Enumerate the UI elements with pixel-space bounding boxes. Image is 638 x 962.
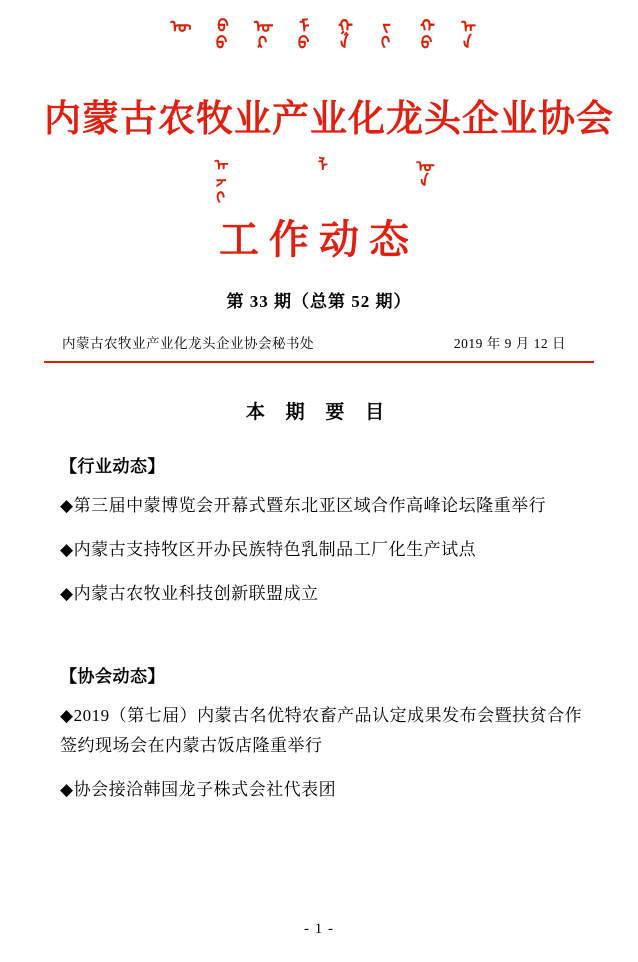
mongolian-glyph: ᠪᠦ — [207, 16, 227, 50]
section-heading: 【协会动态】 — [60, 667, 165, 687]
mongolian-glyph: ᠠᠵᠢ — [208, 156, 227, 204]
publication-date: 2019 年 9 月 12 日 — [453, 336, 566, 351]
mongolian-glyph: ᠯ — [310, 156, 329, 172]
list-item[interactable]: ◆第三届中蒙博览会开幕式暨东北亚区域合作高峰论坛隆重举行 — [60, 496, 547, 515]
organization-title: 内蒙古农牧业产业化龙头企业协会 — [44, 97, 614, 140]
contents-section-industry — [44, 452, 594, 608]
mongolian-glyph: ᠵᠢ — [371, 16, 391, 50]
mongolian-glyph: ᠣᠷ — [248, 16, 268, 50]
red-divider — [44, 361, 594, 363]
section-heading: 【行业动态】 — [60, 457, 165, 476]
page-number: - 1 - — [304, 921, 334, 937]
list-item[interactable]: ◆内蒙古支持牧区开办民族特色乳制品工厂化生产试点 — [60, 539, 477, 559]
list-item[interactable]: ◆协会接洽韩国龙子株式会社代表团 — [60, 779, 337, 799]
mongolian-glyph: ᠠᠨ — [453, 16, 473, 50]
issue-number: 第 33 期（总第 52 期） — [226, 292, 412, 311]
masthead-meta-row — [44, 332, 594, 352]
bulletin-title: 工作动态 — [219, 217, 419, 263]
publisher-label: 内蒙古农牧业产业化龙头企业协会秘书处 — [62, 336, 314, 351]
list-item[interactable]: ◆内蒙古农牧业科技创新联盟成立 — [60, 583, 319, 603]
mongolian-glyph: ᠦ — [166, 16, 186, 33]
contents-heading: 本 期 要 目 — [245, 402, 393, 423]
mongolian-script-subtitle-row — [44, 156, 594, 204]
mongolian-script-header-row — [44, 0, 594, 78]
mongolian-glyph: ᠭᠠ — [330, 16, 350, 50]
mongolian-glyph: ᠤᠨ — [412, 156, 431, 188]
section-spacer — [44, 608, 594, 634]
list-item[interactable]: ◆2019（第七届）内蒙古名优特农畜产品认定成果发布会暨扶贫合作签约现场会在内蒙古饭店隆重举行 — [60, 706, 583, 755]
mongolian-glyph: ᠮᠤ — [289, 16, 309, 50]
mongolian-glyph: ᠬᠤ — [412, 16, 432, 50]
contents-section-association — [44, 662, 594, 804]
